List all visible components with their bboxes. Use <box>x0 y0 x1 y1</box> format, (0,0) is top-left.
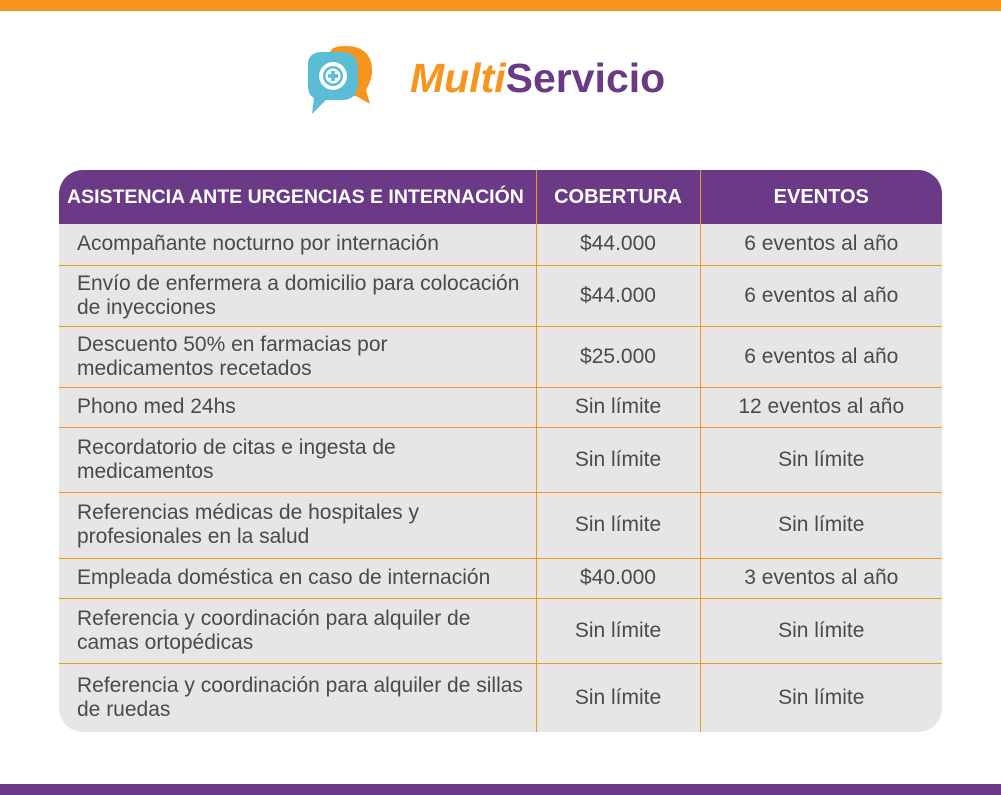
table-row <box>59 492 942 558</box>
row-description: Envío de enfermera a domicilio para colocación de inyecciones <box>59 265 536 326</box>
table-row <box>59 663 942 732</box>
row-cobertura: Sin límite <box>536 387 700 427</box>
row-cobertura: Sin límite <box>536 598 700 663</box>
table-header-row <box>59 170 942 224</box>
brand-servicio: Servicio <box>505 55 666 101</box>
brand-multi: Multi <box>410 55 506 101</box>
row-description: Referencia y coordinación para alquiler de camas ortopédicas <box>59 598 536 663</box>
row-description: Referencias médicas de hospitales y profesionales en la salud <box>59 492 536 558</box>
table-row <box>59 558 942 598</box>
row-eventos: Sin límite <box>700 492 942 558</box>
table-row <box>59 598 942 663</box>
row-cobertura: Sin límite <box>536 492 700 558</box>
table-row <box>59 387 942 427</box>
row-cobertura: $25.000 <box>536 326 700 387</box>
row-cobertura: Sin límite <box>536 663 700 732</box>
bottom-accent-bar <box>0 784 1001 795</box>
row-description: Recordatorio de citas e ingesta de medicamentos <box>59 427 536 492</box>
table-row <box>59 224 942 265</box>
header-asistencia: ASISTENCIA ANTE URGENCIAS E INTERNACIÓN <box>59 170 536 224</box>
row-cobertura: $44.000 <box>536 224 700 265</box>
row-description: Acompañante nocturno por internación <box>77 232 439 256</box>
row-eventos: 3 eventos al año <box>700 558 942 598</box>
table-row <box>59 427 942 492</box>
row-eventos: Sin límite <box>700 663 942 732</box>
row-eventos: 12 eventos al año <box>700 387 942 427</box>
row-description: Descuento 50% en farmacias por medicamentos recetados <box>59 326 536 387</box>
row-eventos: 6 eventos al año <box>700 224 942 265</box>
brand-name <box>410 55 666 101</box>
row-description: Empleada doméstica en caso de internación <box>59 558 536 598</box>
table-row <box>59 265 942 326</box>
top-accent-bar <box>0 0 1001 11</box>
row-eventos: 6 eventos al año <box>700 326 942 387</box>
table-row <box>59 326 942 387</box>
row-cobertura: $40.000 <box>536 558 700 598</box>
row-cobertura: $44.000 <box>536 265 700 326</box>
header-cobertura: COBERTURA <box>536 170 700 224</box>
coverage-table <box>59 170 942 732</box>
row-description: Referencia y coordinación para alquiler de sillas de ruedas <box>59 663 536 732</box>
row-cobertura: Sin límite <box>536 427 700 492</box>
row-eventos: Sin límite <box>700 598 942 663</box>
header-eventos: EVENTOS <box>700 170 942 224</box>
brand-logo <box>300 42 690 120</box>
row-description: Phono med 24hs <box>59 387 536 427</box>
row-eventos: 6 eventos al año <box>700 265 942 326</box>
chat-medical-icon <box>300 42 378 120</box>
row-eventos: Sin límite <box>700 427 942 492</box>
